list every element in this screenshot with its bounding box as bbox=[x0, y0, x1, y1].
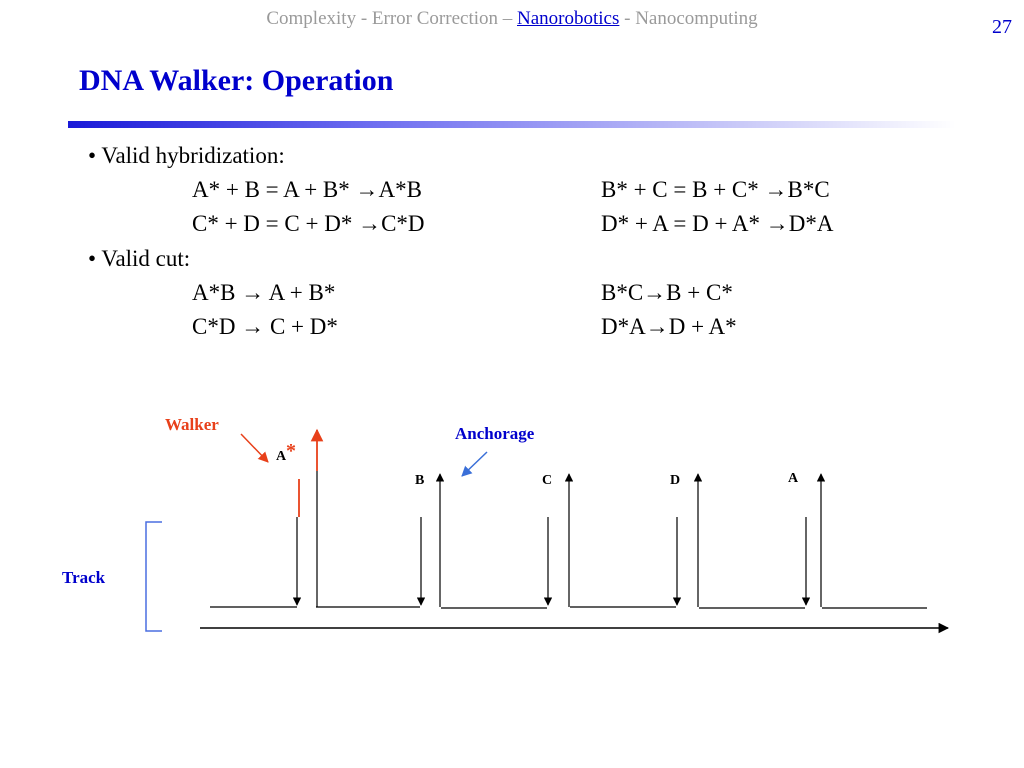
walker-pointer-arrow bbox=[241, 434, 268, 462]
walker-star: * bbox=[286, 440, 296, 462]
slide-title: DNA Walker: Operation bbox=[79, 64, 394, 97]
anchorage-pointer-arrow bbox=[462, 452, 487, 476]
anchorage-label-b: B bbox=[415, 473, 425, 488]
walker-label: Walker bbox=[165, 415, 219, 434]
hybridization-rule: C* + D = C + D* →C*D bbox=[192, 211, 425, 236]
page-number: 27 bbox=[992, 16, 1012, 38]
hybridization-rule: D* + A = D + A* →D*A bbox=[601, 211, 834, 236]
anchorage-label-d: D bbox=[670, 473, 681, 488]
cut-rule: A*B → A + B* bbox=[192, 280, 336, 305]
cut-rule: D*A→D + A* bbox=[601, 314, 737, 339]
walker-strand-label: A bbox=[276, 449, 287, 464]
bullet-cut: • Valid cut: bbox=[88, 246, 191, 271]
header-topics-right: - Nanocomputing bbox=[619, 8, 758, 29]
cut-rule: C*D → C + D* bbox=[192, 314, 338, 339]
hybridization-rule: B* + C = B + C* →B*C bbox=[601, 177, 830, 202]
anchorage-label-a: A bbox=[788, 471, 799, 486]
header-topic-active[interactable]: Nanorobotics bbox=[517, 8, 620, 29]
anchorage-label-c: C bbox=[542, 473, 553, 488]
bullet-hybridization: • Valid hybridization: bbox=[88, 143, 285, 168]
anchorage-label: Anchorage bbox=[455, 424, 535, 443]
header-topics-left: Complexity - Error Correction – bbox=[266, 8, 517, 29]
cut-rule: B*C→B + C* bbox=[601, 280, 733, 305]
track-bracket bbox=[146, 522, 162, 631]
track-label: Track bbox=[62, 568, 106, 587]
hybridization-rule: A* + B = A + B* →A*B bbox=[192, 177, 422, 202]
